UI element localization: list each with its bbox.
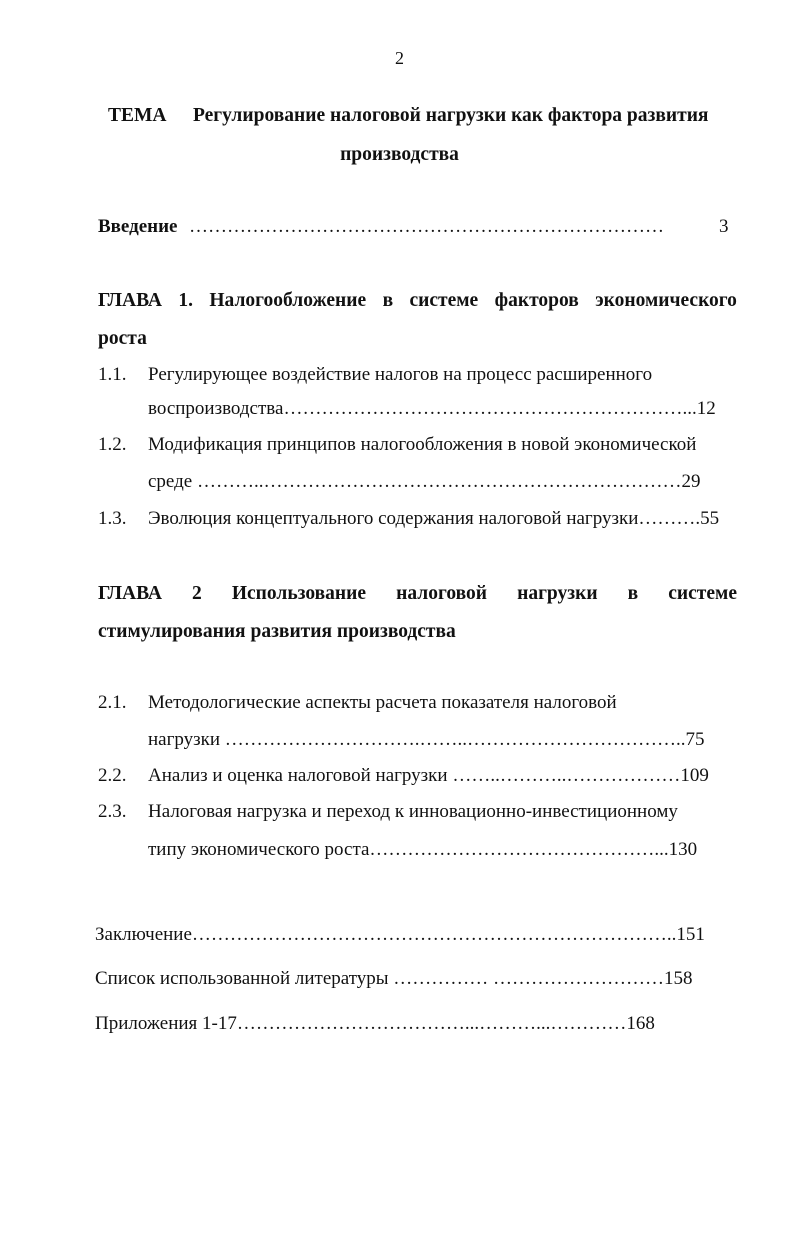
- topic-label: ТЕМА: [108, 105, 167, 126]
- chapter1-word: Налогообложение: [209, 290, 367, 311]
- chapter2-heading-line2: стимулирования развития производства: [98, 621, 456, 642]
- chapter1-heading-line2: роста: [98, 328, 147, 349]
- section-number: 2.1.: [98, 692, 127, 713]
- chapter1-heading: [98, 290, 737, 312]
- section-title: Эволюция концептуального содержания налоговой нагрузки……….55: [148, 508, 720, 529]
- section-number: 1.2.: [98, 434, 127, 455]
- chapter1-word: факторов: [494, 290, 579, 311]
- toc-appendices: Приложения 1-17………………………………...………...…………168: [95, 1013, 655, 1034]
- section-title: Модификация принципов налогообложения в новой экономической: [148, 434, 697, 455]
- toc-intro-label: Введение: [98, 216, 178, 237]
- section-title-cont: среде ………..…………………………………………………………29: [148, 471, 701, 492]
- chapter2-word: Использование: [231, 583, 367, 604]
- chapter1-word: экономического: [595, 290, 737, 311]
- toc-intro-page: 3: [719, 216, 729, 237]
- chapter2-word: налоговой: [396, 583, 487, 604]
- chapter2-word: в: [627, 583, 639, 604]
- topic-title-line2: производства: [340, 144, 459, 165]
- section-title-cont: воспроизводства………………………………………………………...12: [148, 398, 716, 419]
- section-number: 1.3.: [98, 508, 127, 529]
- chapter2-word: ГЛАВА: [98, 583, 162, 604]
- section-number: 2.2.: [98, 765, 127, 786]
- chapter1-word: в: [382, 290, 394, 311]
- section-number: 2.3.: [98, 801, 127, 822]
- chapter2-word: 2: [192, 583, 202, 604]
- chapter1-word: ГЛАВА: [98, 290, 162, 311]
- chapter2-heading: [98, 583, 737, 605]
- toc-references: Список использованной литературы …………… ………………………158: [95, 968, 693, 989]
- section-title-cont: типу экономического роста………………………………………...130: [148, 839, 698, 860]
- chapter1-word: 1.: [178, 290, 193, 311]
- section-title: Налоговая нагрузка и переход к инновационно-инвестиционному: [148, 801, 678, 822]
- chapter1-word: системе: [409, 290, 479, 311]
- toc-conclusion: Заключение…………………………………………………………………..151: [95, 924, 705, 945]
- section-title: Регулирующее воздействие налогов на процесс расширенного: [148, 364, 653, 385]
- topic-title-line1: Регулирование налоговой нагрузки как фактора развития: [193, 105, 709, 126]
- page-number: 2: [395, 48, 404, 68]
- chapter2-word: системе: [668, 583, 737, 604]
- chapter2-word: нагрузки: [517, 583, 598, 604]
- section-number: 1.1.: [98, 364, 127, 385]
- section-title: Анализ и оценка налоговой нагрузки ……..………..………………109: [148, 765, 709, 786]
- section-title: Методологические аспекты расчета показателя налоговой: [148, 692, 617, 713]
- toc-intro-dots: …………………………………………………………………: [189, 216, 664, 237]
- section-title-cont: нагрузки ………………………….……..……………………………..75: [148, 729, 705, 750]
